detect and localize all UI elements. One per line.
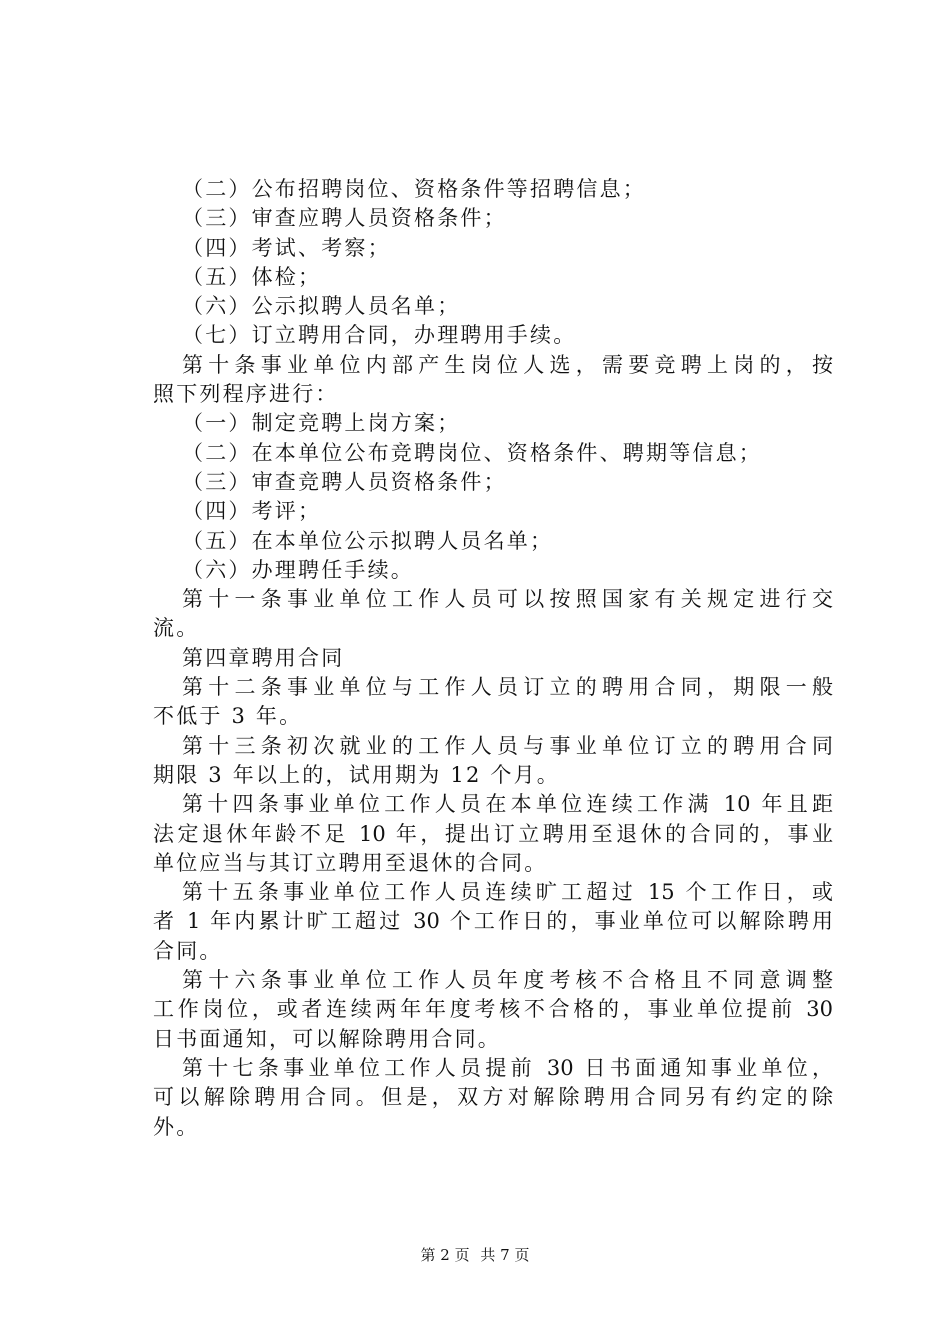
page-footer xyxy=(0,1244,950,1265)
text-line: （三）审查应聘人员资格条件； xyxy=(182,206,507,231)
text-line: 第四章聘用合同 xyxy=(182,645,345,670)
text-line: （五）在本单位公示拟聘人员名单； xyxy=(182,528,554,553)
text-line: （二）在本单位公布竞聘岗位、资格条件、聘期等信息； xyxy=(182,440,762,465)
text-line: 合同。 xyxy=(153,938,223,963)
text-line: （一）制定竞聘上岗方案； xyxy=(182,411,461,436)
text-line: 第十条事业单位内部产生岗位人选，需要竞聘上岗的，按 xyxy=(182,352,833,377)
text-line: （三）审查竞聘人员资格条件； xyxy=(182,469,507,494)
text-line: 第十七条事业单位工作人员提前 30 日书面通知事业单位， xyxy=(182,1055,833,1080)
text-line: 日书面通知，可以解除聘用合同。 xyxy=(153,1026,501,1051)
text-line: 可以解除聘用合同。但是，双方对解除聘用合同另有约定的除 xyxy=(153,1085,833,1110)
text-line: 第十三条初次就业的工作人员与事业单位订立的聘用合同 xyxy=(182,733,833,758)
document-body xyxy=(153,175,833,1142)
text-line: （六）办理聘任手续。 xyxy=(182,557,414,582)
text-line: 第十六条事业单位工作人员年度考核不合格且不同意调整 xyxy=(182,968,833,993)
text-line: （二）公布招聘岗位、资格条件等招聘信息； xyxy=(182,177,646,201)
text-line: 第十四条事业单位工作人员在本单位连续工作满 10 年且距 xyxy=(182,792,833,817)
text-line: 第十二条事业单位与工作人员订立的聘用合同，期限一般 xyxy=(182,675,833,700)
text-line: 期限 3 年以上的，试用期为 12 个月。 xyxy=(153,762,560,787)
text-line: （七）订立聘用合同，办理聘用手续。 xyxy=(182,323,577,348)
text-line: 者 1 年内累计旷工超过 30 个工作日的，事业单位可以解除聘用 xyxy=(153,909,833,934)
text-line: 不低于 3 年。 xyxy=(153,704,303,729)
text-line: 第十五条事业单位工作人员连续旷工超过 15 个工作日，或 xyxy=(182,880,833,905)
page-total: 共 7 页 xyxy=(480,1246,530,1264)
text-line: 流。 xyxy=(153,616,200,641)
text-line: （六）公示拟聘人员名单； xyxy=(182,294,461,319)
text-line: 外。 xyxy=(153,1114,200,1139)
text-line: 工作岗位，或者连续两年年度考核不合格的，事业单位提前 30 xyxy=(153,997,833,1022)
text-line: 第十一条事业单位工作人员可以按照国家有关规定进行交 xyxy=(182,587,833,612)
text-line: （四）考试、考察； xyxy=(182,235,391,260)
text-line: （四）考评； xyxy=(182,499,322,524)
text-line: 法定退休年龄不足 10 年，提出订立聘用至退休的合同的，事业 xyxy=(153,821,833,846)
page-number: 第 2 页 xyxy=(420,1246,470,1264)
text-line: 单位应当与其订立聘用至退休的合同。 xyxy=(153,850,548,875)
text-line: 照下列程序进行： xyxy=(153,382,339,407)
text-line: （五）体检； xyxy=(182,264,322,289)
